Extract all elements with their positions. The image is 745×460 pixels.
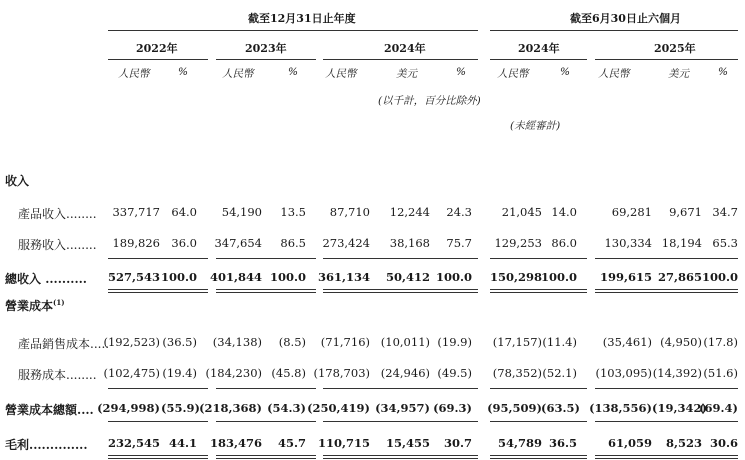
cell-gross-profit-col4: 110,715 bbox=[317, 436, 370, 450]
rule-above-total-cost-4 bbox=[595, 388, 738, 389]
rule-above-total-revenue-4 bbox=[595, 258, 738, 259]
cell-gross-profit-col7: 54,789 bbox=[497, 436, 542, 450]
cell-total-cost-col3: (54.3) bbox=[267, 401, 306, 415]
cell-service-cost-col5: (24,946) bbox=[380, 366, 430, 380]
cell-product-revenue-col8: 14.0 bbox=[551, 205, 577, 219]
cell-total-cost-col4: (250,419) bbox=[307, 401, 370, 415]
cell-service-revenue-col4: 273,424 bbox=[322, 236, 370, 250]
unit-rmb-2024: 人民幣 bbox=[325, 68, 357, 80]
cell-service-revenue-col5: 38,168 bbox=[389, 236, 430, 250]
cell-service-revenue-col2: 347,654 bbox=[214, 236, 262, 250]
cost-section-label: 營業成本$^{(1)}$ bbox=[5, 298, 65, 313]
cell-total-revenue-col2: 401,844 bbox=[209, 270, 262, 284]
row-label-total-cost: 營業成本總額.... bbox=[5, 403, 94, 417]
row-label-service-revenue: 服務收入........ bbox=[18, 238, 97, 252]
cell-product-revenue-col7: 21,045 bbox=[501, 205, 542, 219]
interim-2024-header: 2024年 bbox=[518, 42, 560, 55]
cell-total-cost-col7: (95,509) bbox=[487, 401, 542, 415]
thousands-note: (以千計，百分比除外) bbox=[378, 95, 481, 107]
cell-total-revenue-col10: 27,865 bbox=[657, 270, 702, 284]
cell-total-cost-col8: (63.5) bbox=[541, 401, 580, 415]
rule-above-total-revenue-3 bbox=[490, 258, 587, 259]
year-2022-header: 2022年 bbox=[136, 42, 178, 55]
cell-product-cost-col8: (11.4) bbox=[542, 335, 577, 349]
cell-gross-profit-col0: 232,545 bbox=[107, 436, 160, 450]
cell-product-cost-col3: (8.5) bbox=[278, 335, 306, 349]
rule-below-total-revenue-4 bbox=[595, 289, 738, 293]
cell-total-cost-col2: (218,368) bbox=[199, 401, 262, 415]
cell-gross-profit-col10: 8,523 bbox=[665, 436, 702, 450]
cell-service-cost-col1: (19.4) bbox=[162, 366, 197, 380]
cell-product-revenue-col3: 13.5 bbox=[280, 205, 306, 219]
cell-service-cost-col11: (51.6) bbox=[703, 366, 738, 380]
cell-total-revenue-col3: 100.0 bbox=[269, 270, 306, 284]
cell-service-cost-col9: (103,095) bbox=[595, 366, 652, 380]
cell-product-revenue-col10: 9,671 bbox=[669, 205, 702, 219]
rule-below-total-cost-1 bbox=[216, 421, 316, 422]
rule-below-total-revenue-1 bbox=[216, 289, 316, 293]
rule-above-total-revenue-1 bbox=[216, 258, 316, 259]
cell-total-cost-col10: (19,342) bbox=[652, 401, 707, 415]
interim-period-header: 截至6月30日止六個月 bbox=[570, 12, 681, 25]
cell-total-cost-col5: (34,957) bbox=[375, 401, 430, 415]
unit-rmb-2022: 人民幣 bbox=[118, 68, 150, 80]
interim-header-rule bbox=[490, 30, 738, 31]
row-label-total-revenue: 總收入 .......... bbox=[5, 272, 87, 286]
rule-below-total-cost-0 bbox=[108, 421, 208, 422]
unit-pct-2023: % bbox=[288, 66, 298, 78]
rule-above-total-cost-2 bbox=[323, 388, 478, 389]
cell-gross-profit-col5: 15,455 bbox=[385, 436, 430, 450]
unit-pct-2022: % bbox=[178, 66, 188, 78]
unit-pct-interim-2025: % bbox=[718, 66, 728, 78]
cell-product-revenue-col4: 87,710 bbox=[329, 205, 370, 219]
cell-total-cost-col1: (55.9) bbox=[161, 401, 200, 415]
cell-service-cost-col6: (49.5) bbox=[437, 366, 472, 380]
rule-below-total-revenue-3 bbox=[490, 289, 587, 293]
annual-header-rule bbox=[108, 30, 478, 31]
rule-below-gross-profit-0 bbox=[108, 455, 208, 459]
cell-total-cost-col0: (294,998) bbox=[97, 401, 160, 415]
cell-service-revenue-col0: 189,826 bbox=[112, 236, 160, 250]
cell-total-revenue-col4: 361,134 bbox=[317, 270, 370, 284]
cell-service-revenue-col8: 86.0 bbox=[551, 236, 577, 250]
revenue-section-label: 收入 bbox=[5, 174, 30, 188]
cell-product-revenue-col1: 64.0 bbox=[171, 205, 197, 219]
rule-below-total-revenue-0 bbox=[108, 289, 208, 293]
cell-total-revenue-col8: 100.0 bbox=[541, 270, 578, 284]
cell-product-revenue-col2: 54,190 bbox=[221, 205, 262, 219]
cell-service-cost-col8: (52.1) bbox=[542, 366, 577, 380]
rule-above-total-cost-1 bbox=[216, 388, 316, 389]
unit-pct-2024: % bbox=[456, 66, 466, 78]
row-label-product-cost: 產品銷售成本..... bbox=[18, 337, 110, 351]
cell-service-revenue-col6: 75.7 bbox=[446, 236, 472, 250]
unit-rmb-interim-2024: 人民幣 bbox=[497, 68, 529, 80]
cell-service-revenue-col9: 130,334 bbox=[604, 236, 652, 250]
cell-gross-profit-col9: 61,059 bbox=[607, 436, 652, 450]
cell-service-cost-col0: (102,475) bbox=[103, 366, 160, 380]
cell-service-cost-col2: (184,230) bbox=[205, 366, 262, 380]
cell-product-cost-col7: (17,157) bbox=[492, 335, 542, 349]
cell-total-revenue-col1: 100.0 bbox=[161, 270, 198, 284]
cell-product-revenue-col5: 12,244 bbox=[389, 205, 430, 219]
cell-product-revenue-col6: 24.3 bbox=[446, 205, 472, 219]
cell-service-cost-col10: (14,392) bbox=[652, 366, 702, 380]
cell-gross-profit-col1: 44.1 bbox=[168, 436, 197, 450]
cell-service-cost-col3: (45.8) bbox=[271, 366, 306, 380]
cell-total-revenue-col6: 100.0 bbox=[435, 270, 472, 284]
rule-above-total-revenue-2 bbox=[323, 258, 478, 259]
cell-total-revenue-col11: 100.0 bbox=[701, 270, 738, 284]
year-2024-rule bbox=[323, 59, 478, 60]
row-label-product-revenue: 產品收入........ bbox=[18, 207, 97, 221]
rule-below-gross-profit-4 bbox=[595, 455, 738, 459]
interim-2025-rule bbox=[595, 59, 738, 60]
cell-product-revenue-col11: 34.7 bbox=[712, 205, 738, 219]
year-2023-header: 2023年 bbox=[245, 42, 287, 55]
cell-service-revenue-col10: 18,194 bbox=[661, 236, 702, 250]
cell-total-revenue-col7: 150,298 bbox=[489, 270, 542, 284]
cell-service-cost-col4: (178,703) bbox=[313, 366, 370, 380]
rule-above-total-revenue-0 bbox=[108, 258, 208, 259]
cell-product-cost-col5: (10,011) bbox=[380, 335, 430, 349]
year-2022-rule bbox=[108, 59, 208, 60]
cell-product-cost-col0: (192,523) bbox=[103, 335, 160, 349]
unit-rmb-interim-2025: 人民幣 bbox=[598, 68, 630, 80]
row-label-gross-profit: 毛利.............. bbox=[5, 438, 88, 452]
cell-total-cost-col9: (138,556) bbox=[589, 401, 652, 415]
unit-usd-2024: 美元 bbox=[396, 68, 417, 80]
unit-usd-interim-2025: 美元 bbox=[668, 68, 689, 80]
rule-below-total-cost-3 bbox=[490, 421, 587, 422]
unit-pct-interim-2024: % bbox=[560, 66, 570, 78]
cell-gross-profit-col11: 30.6 bbox=[709, 436, 738, 450]
interim-2025-header: 2025年 bbox=[654, 42, 696, 55]
cell-gross-profit-col6: 30.7 bbox=[443, 436, 472, 450]
rule-below-gross-profit-2 bbox=[323, 455, 478, 459]
cell-total-revenue-col5: 50,412 bbox=[385, 270, 430, 284]
cell-product-cost-col1: (36.5) bbox=[162, 335, 197, 349]
cell-product-revenue-col0: 337,717 bbox=[112, 205, 160, 219]
cell-gross-profit-col3: 45.7 bbox=[277, 436, 306, 450]
rule-below-total-cost-2 bbox=[323, 421, 478, 422]
cell-total-revenue-col9: 199,615 bbox=[599, 270, 652, 284]
year-2023-rule bbox=[216, 59, 316, 60]
interim-2024-rule bbox=[490, 59, 587, 60]
cell-total-cost-col6: (69.3) bbox=[433, 401, 472, 415]
rule-above-total-cost-3 bbox=[490, 388, 587, 389]
rule-below-gross-profit-3 bbox=[490, 455, 587, 459]
unit-rmb-2023: 人民幣 bbox=[222, 68, 254, 80]
rule-below-total-cost-4 bbox=[595, 421, 738, 422]
cell-product-cost-col2: (34,138) bbox=[212, 335, 262, 349]
cell-gross-profit-col8: 36.5 bbox=[548, 436, 577, 450]
unaudited-note: (未經審計) bbox=[510, 120, 561, 132]
cell-product-cost-col11: (17.8) bbox=[703, 335, 738, 349]
cell-total-revenue-col0: 527,543 bbox=[107, 270, 160, 284]
rule-below-total-revenue-2 bbox=[323, 289, 478, 293]
rule-below-gross-profit-1 bbox=[216, 455, 316, 459]
cell-product-cost-col6: (19.9) bbox=[437, 335, 472, 349]
cell-service-revenue-col7: 129,253 bbox=[494, 236, 542, 250]
cell-service-revenue-col11: 65.3 bbox=[712, 236, 738, 250]
year-2024-header: 2024年 bbox=[384, 42, 426, 55]
cell-product-revenue-col9: 69,281 bbox=[611, 205, 652, 219]
annual-period-header: 截至12月31日止年度 bbox=[248, 12, 356, 25]
row-label-service-cost: 服務成本........ bbox=[18, 368, 97, 382]
cell-service-revenue-col3: 86.5 bbox=[280, 236, 306, 250]
cell-service-revenue-col1: 36.0 bbox=[171, 236, 197, 250]
cell-gross-profit-col2: 183,476 bbox=[209, 436, 262, 450]
cell-product-cost-col10: (4,950) bbox=[660, 335, 702, 349]
cell-product-cost-col9: (35,461) bbox=[602, 335, 652, 349]
cell-product-cost-col4: (71,716) bbox=[320, 335, 370, 349]
cell-service-cost-col7: (78,352) bbox=[492, 366, 542, 380]
rule-above-total-cost-0 bbox=[108, 388, 208, 389]
cell-total-cost-col11: (69.4) bbox=[699, 401, 738, 415]
